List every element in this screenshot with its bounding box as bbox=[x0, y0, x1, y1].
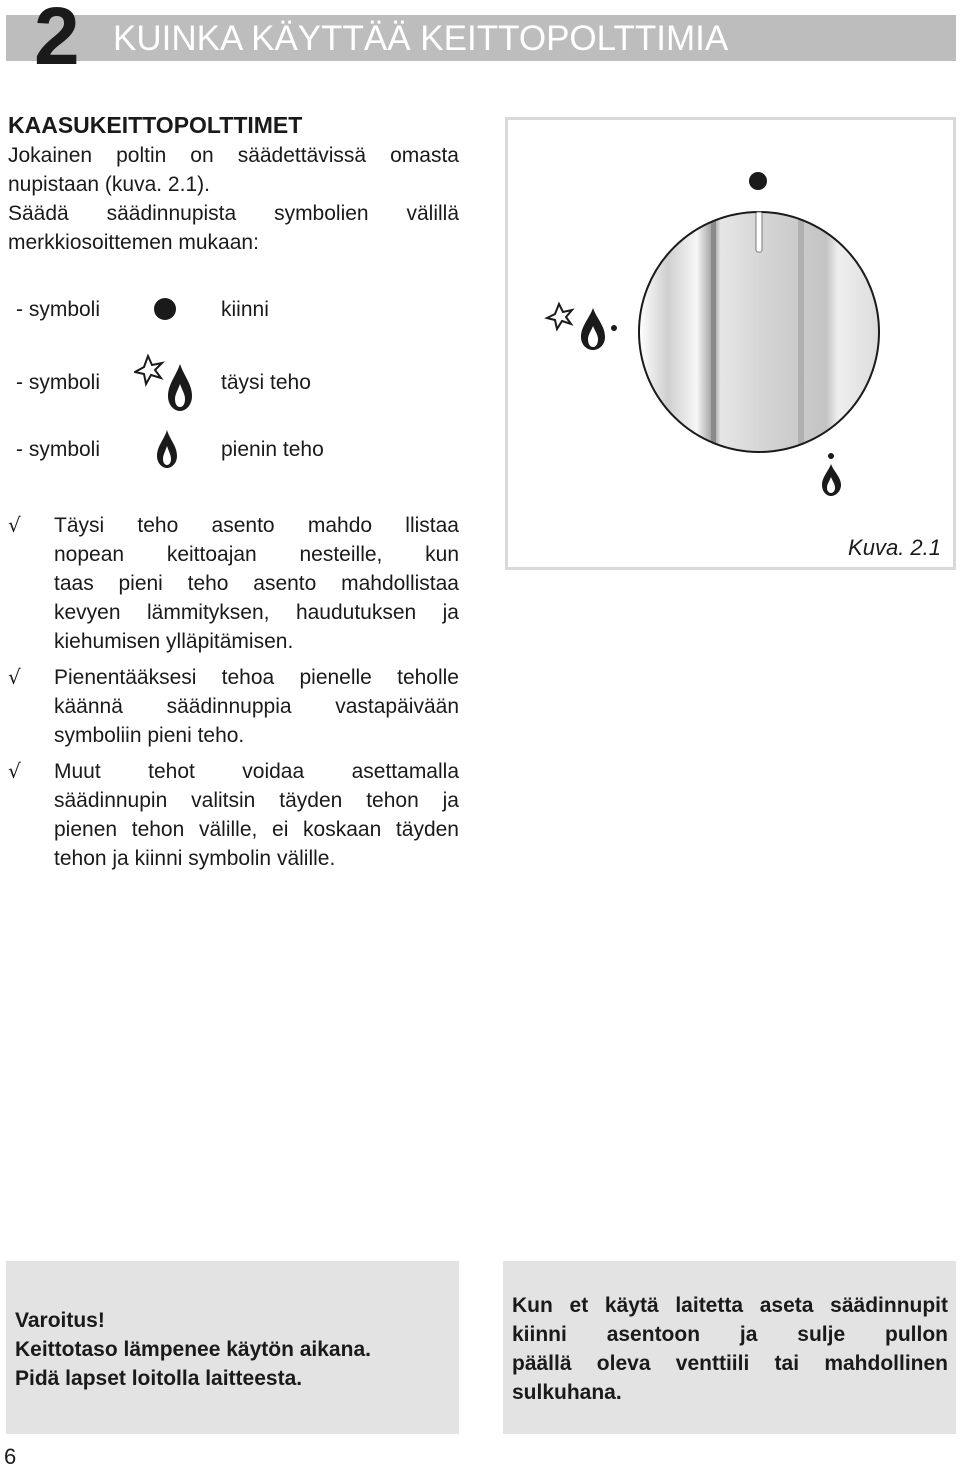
small-flame-icon bbox=[154, 428, 180, 470]
filled-dot-icon bbox=[152, 296, 178, 322]
bullet-text-line: kevyen lämmityksen, haudutuksen ja bbox=[54, 601, 459, 624]
large-flame-star-icon bbox=[547, 304, 617, 350]
checkmark-bullet: √ bbox=[8, 759, 21, 783]
bullet-text-line: säädinnupin valitsin täyden tehon ja bbox=[54, 789, 459, 812]
section-heading: KAASUKEITTOPOLTTIMET bbox=[8, 112, 303, 138]
symbol-description: pienin teho bbox=[221, 438, 324, 461]
bullet-text-line: kiehumisen ylläpitämisen. bbox=[54, 630, 294, 653]
safety-note-line: päällä oleva venttiili tai mahdollinen bbox=[512, 1352, 948, 1375]
bullet-text-line: pienen tehon välille, ei koskaan täyden bbox=[54, 818, 459, 841]
control-knob-icon bbox=[639, 210, 879, 460]
bullet-text-line: tehon ja kiinni symbolin välille. bbox=[54, 847, 336, 870]
warning-line: Pidä lapset loitolla laitteesta. bbox=[15, 1367, 303, 1390]
checkmark-bullet: √ bbox=[8, 665, 21, 689]
safety-note-line: kiinni asentoon ja sulje pullon bbox=[512, 1323, 948, 1346]
chapter-title: KUINKA KÄYTTÄÄ KEITTOPOLTTIMIA bbox=[113, 19, 729, 58]
small-flame-icon bbox=[822, 453, 841, 496]
symbol-label: - symboli bbox=[16, 298, 101, 321]
bullet-text-line: nopean keittoajan nesteille, kun bbox=[54, 543, 459, 566]
symbol-label: - symboli bbox=[16, 438, 101, 461]
intro-line: merkkiosoittemen mukaan: bbox=[8, 231, 259, 254]
knob-illustration bbox=[508, 120, 953, 567]
warning-line: Keittotaso lämpenee käytön aikana. bbox=[15, 1338, 371, 1361]
safety-note-line: sulkuhana. bbox=[512, 1381, 622, 1404]
safety-note-box bbox=[503, 1261, 956, 1434]
symbol-description: täysi teho bbox=[221, 371, 311, 394]
figure-knob bbox=[505, 117, 956, 570]
page-number: 6 bbox=[4, 1444, 17, 1469]
filled-dot-icon bbox=[749, 172, 767, 190]
checkmark-bullet: √ bbox=[8, 513, 21, 537]
chapter-number: 2 bbox=[34, 0, 76, 82]
bullet-text-line: Täysi teho asento mahdo llistaa bbox=[54, 514, 459, 537]
warning-box bbox=[6, 1261, 459, 1434]
intro-line: nupistaan (kuva. 2.1). bbox=[8, 173, 210, 196]
large-flame-star-icon bbox=[134, 354, 198, 414]
symbol-label: - symboli bbox=[16, 371, 101, 394]
safety-note-line: Kun et käytä laitetta aseta säädinnupit bbox=[512, 1294, 948, 1317]
bullet-text-line: Pienentääksesi tehoa pienelle teholle bbox=[54, 666, 459, 689]
figure-caption: Kuva. 2.1 bbox=[848, 535, 941, 560]
bullet-text-line: symboliin pieni teho. bbox=[54, 724, 245, 747]
intro-line: Jokainen poltin on säädettävissä omasta bbox=[8, 144, 459, 167]
intro-line: Säädä säädinnupista symbolien välillä bbox=[8, 202, 459, 225]
bullet-text-line: Muut tehot voidaa asettamalla bbox=[54, 760, 459, 783]
warning-title: Varoitus! bbox=[15, 1309, 105, 1332]
symbol-description: kiinni bbox=[221, 298, 269, 321]
bullet-text-line: käännä säädinnuppia vastapäivään bbox=[54, 695, 459, 718]
bullet-text-line: taas pieni teho asento mahdollistaa bbox=[54, 572, 459, 595]
